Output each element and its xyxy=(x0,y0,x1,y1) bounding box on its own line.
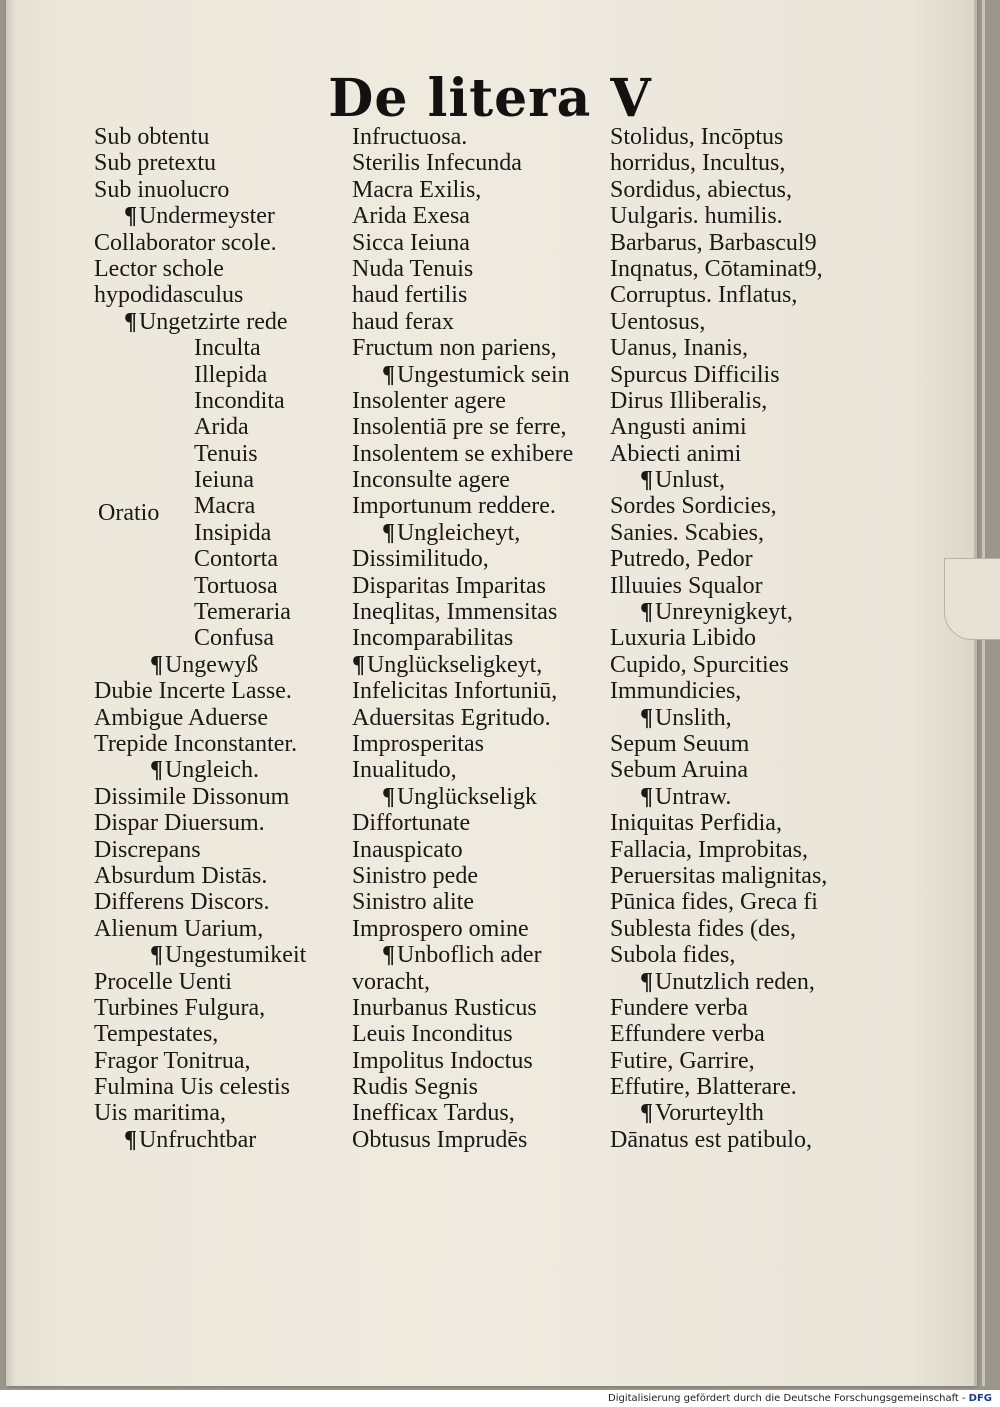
text-line: hypodidasculus xyxy=(94,282,244,309)
text-line: Immundicies, xyxy=(610,678,742,705)
text-line: Sterilis Infecunda xyxy=(352,150,522,177)
text-line: Collaborator scole. xyxy=(94,229,277,256)
book-page xyxy=(6,0,974,1386)
text-line: Improsperitas xyxy=(352,730,484,757)
text-line: Lector schole xyxy=(94,255,224,282)
text-line: ¶ Ungestumick sein xyxy=(352,362,573,388)
text-line: Fundere verba xyxy=(610,994,748,1021)
footer-text: Digitalisierung gefördert durch die Deutsche Forschungsgemeinschaft - xyxy=(608,1393,966,1404)
bracket-word-oratio: Oratio xyxy=(98,500,160,526)
text-line: Inurbanus Rusticus xyxy=(352,994,537,1021)
text-line: ¶ Unfruchtbar xyxy=(94,1127,306,1153)
text-line: Putredo, Pedor xyxy=(610,546,753,573)
text-line: ¶ Ungleich. xyxy=(94,757,306,783)
text-line: Corruptus. Inflatus, xyxy=(610,282,798,309)
text-line: Impolitus Indoctus xyxy=(352,1047,533,1074)
text-line: ¶ Unglückseligkeyt, xyxy=(352,652,573,678)
text-line: Iniquitas Perfidia, xyxy=(610,810,782,837)
text-line: Macra Exilis, xyxy=(352,176,482,203)
text-line: Cupido, Spurcities xyxy=(610,651,789,678)
text-line: Dissimile Dissonum xyxy=(94,783,290,810)
text-line: Leuis Inconditus xyxy=(352,1021,513,1048)
text-line: Sinistro pede xyxy=(352,862,478,889)
text-line: Subola fides, xyxy=(610,942,736,969)
text-line: Sub obtentu xyxy=(94,124,210,150)
text-line: Sanies. Scabies, xyxy=(610,519,764,546)
text-line: Dissimilitudo, xyxy=(352,546,489,573)
text-line: Peruersitas malignitas, xyxy=(610,862,828,889)
text-line: Tenuis xyxy=(194,440,258,467)
text-line: Stolidus, Incōptus xyxy=(610,124,784,150)
text-line: Fragor Tonitrua, xyxy=(94,1047,251,1074)
text-line: Fallacia, Improbitas, xyxy=(610,836,808,863)
text-line: Dānatus est patibulo, xyxy=(610,1126,812,1153)
text-line: Turbines Fulgura, xyxy=(94,994,266,1021)
text-line: ¶ Ungestumikeit xyxy=(94,942,306,968)
text-line: ¶ Ungewyß xyxy=(94,652,306,678)
text-line: horridus, Incultus, xyxy=(610,150,786,177)
text-line: Sub inuolucro xyxy=(94,176,230,203)
text-line: Illepida xyxy=(194,361,268,388)
text-line: haud fertilis xyxy=(352,282,468,309)
text-line: Ieiuna xyxy=(194,467,254,494)
text-line: Improspero omine xyxy=(352,915,529,942)
text-line: Aduersitas Egritudo. xyxy=(352,704,551,731)
text-line: Insolentem se exhibere xyxy=(352,440,574,467)
column-right xyxy=(610,124,827,1153)
text-line: Importunum reddere. xyxy=(352,493,556,520)
text-line: ¶ Unlust, xyxy=(610,467,827,493)
text-line: haud ferax xyxy=(352,308,454,335)
text-line: ¶ Unreynigkeyt, xyxy=(610,599,827,625)
text-line: Fructum non pariens, xyxy=(352,335,557,362)
text-line: Inconsulte agere xyxy=(352,467,510,494)
text-line: Absurdum Distās. xyxy=(94,862,268,889)
text-line: Uulgaris. humilis. xyxy=(610,203,783,230)
text-line: Dispar Diuersum. xyxy=(94,810,265,837)
text-line: Sordes Sordicies, xyxy=(610,493,777,520)
text-line: Tortuosa xyxy=(194,572,278,599)
text-line: Contorta xyxy=(194,546,278,573)
text-line: Macra xyxy=(194,493,256,520)
text-line: Trepide Inconstanter. xyxy=(94,730,298,757)
column-middle xyxy=(352,124,573,1153)
text-line: ¶ Unboflich ader xyxy=(352,942,573,968)
text-line: Dubie Incerte Lasse. xyxy=(94,678,292,705)
text-line: ¶ Untraw. xyxy=(610,784,827,810)
text-line: ¶ Undermeyster xyxy=(94,203,306,229)
text-line: Disparitas Imparitas xyxy=(352,572,546,599)
text-line: Obtusus Imprudēs xyxy=(352,1126,528,1153)
text-line: Angusti animi xyxy=(610,414,747,441)
text-line: Fulmina Uis celestis xyxy=(94,1074,290,1101)
text-line: Insipida xyxy=(194,519,272,546)
text-line: Infructuosa. xyxy=(352,124,468,150)
text-line: Uentosus, xyxy=(610,308,706,335)
text-line: Ambigue Aduerse xyxy=(94,704,268,731)
text-line: Confusa xyxy=(194,625,274,652)
text-line: Sinistro alite xyxy=(352,889,474,916)
text-line: Sicca Ieiuna xyxy=(352,229,470,256)
footer-credit xyxy=(608,1390,992,1407)
text-line: voracht, xyxy=(352,968,430,995)
text-line: Sebum Aruina xyxy=(610,757,748,784)
text-line: ¶ Unslith, xyxy=(610,705,827,731)
text-line: Sub pretextu xyxy=(94,150,216,177)
text-line: Uanus, Inanis, xyxy=(610,335,748,362)
text-line: Pūnica fides, Greca fi xyxy=(610,889,818,916)
text-line: Futire, Garrire, xyxy=(610,1047,755,1074)
text-line: Dirus Illiberalis, xyxy=(610,387,768,414)
text-line: Discrepans xyxy=(94,836,201,863)
text-line: Procelle Uenti xyxy=(94,968,232,995)
text-line: Incomparabilitas xyxy=(352,625,514,652)
text-line: Arida xyxy=(194,414,249,441)
text-line: Nuda Tenuis xyxy=(352,255,474,282)
text-line: Differens Discors. xyxy=(94,889,270,916)
text-line: Arida Exesa xyxy=(352,203,470,230)
text-line: Illuuies Squalor xyxy=(610,572,763,599)
text-line: Inefficax Tardus, xyxy=(352,1100,515,1127)
text-line: Inqnatus, Cōtaminat9, xyxy=(610,255,823,282)
text-line: Sordidus, abiectus, xyxy=(610,176,792,203)
text-line: Abiecti animi xyxy=(610,440,742,467)
text-line: Insolenter agere xyxy=(352,387,506,414)
text-line: ¶ Ungetzirte rede xyxy=(94,309,306,335)
text-line: Effundere verba xyxy=(610,1021,765,1048)
page-tab xyxy=(944,558,1000,640)
text-line: Inualitudo, xyxy=(352,757,457,784)
text-line: Luxuria Libido xyxy=(610,625,756,652)
text-line: Sepum Seuum xyxy=(610,730,750,757)
text-line: Diffortunate xyxy=(352,810,471,837)
text-line: Temeraria xyxy=(194,599,291,626)
page-heading: De litera V xyxy=(328,68,652,129)
text-line: Alienum Uarium, xyxy=(94,915,264,942)
text-line: Infelicitas Infortuniū, xyxy=(352,678,558,705)
text-line: Sublesta fides (des, xyxy=(610,915,796,942)
text-line: Insolentiā pre se ferre, xyxy=(352,414,567,441)
text-line: Tempestates, xyxy=(94,1021,219,1048)
text-line: Ineqlitas, Immensitas xyxy=(352,599,558,626)
text-line: Spurcus Difficilis xyxy=(610,361,780,388)
dfg-logo: DFG xyxy=(968,1393,992,1404)
page-edge xyxy=(974,0,977,1386)
text-line: ¶ Vorurteylth xyxy=(610,1100,827,1126)
page-edge xyxy=(982,0,985,1386)
text-line: ¶ Ungleicheyt, xyxy=(352,520,573,546)
text-line: ¶ Unglückseligk xyxy=(352,784,573,810)
text-line: ¶ Unutzlich reden, xyxy=(610,969,827,995)
text-line: Incondita xyxy=(194,387,285,414)
column-left xyxy=(94,124,306,1153)
text-line: Uis maritima, xyxy=(94,1100,226,1127)
text-line: Barbarus, Barbascul9 xyxy=(610,229,817,256)
text-line: Inculta xyxy=(194,335,261,362)
text-line: Rudis Segnis xyxy=(352,1074,479,1101)
text-line: Inauspicato xyxy=(352,836,463,863)
text-line: Effutire, Blatterare. xyxy=(610,1074,797,1101)
